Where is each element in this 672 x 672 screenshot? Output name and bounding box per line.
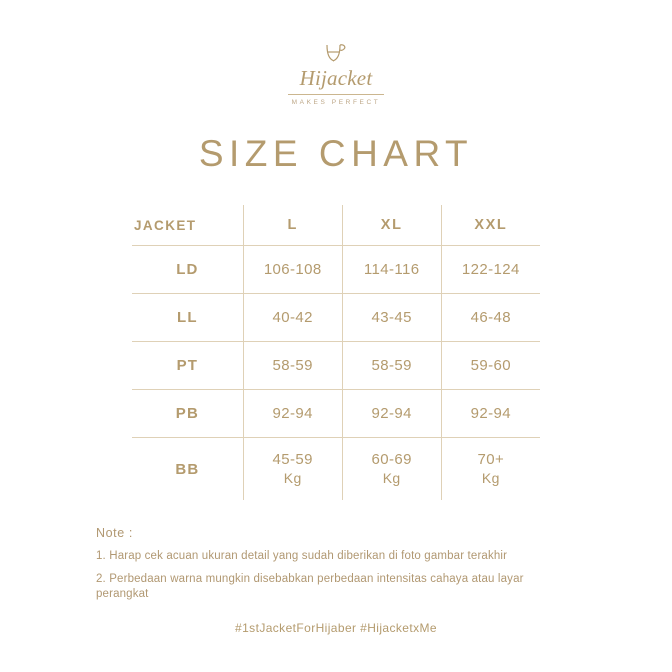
cell-bb-l xyxy=(243,438,342,501)
cell-ld-xxl: 122-124 xyxy=(441,246,540,294)
size-chart-table-wrap xyxy=(132,205,540,500)
cell-ll-l: 40-42 xyxy=(243,294,342,342)
hijacket-monogram-icon xyxy=(323,42,349,64)
cell-bb-l-value: 45-59 xyxy=(272,450,313,468)
hashtags: #1stJacketForHijaber #HijacketxMe xyxy=(235,620,437,635)
cell-bb-xxl xyxy=(441,438,540,501)
note-line-2: 2. Perbedaan warna mungkin disebabkan perbedaan intensitas cahaya atau layar perangkat xyxy=(96,572,524,601)
size-chart-table xyxy=(132,205,540,500)
column-header-xl: XL xyxy=(342,205,441,246)
row-label-pb: PB xyxy=(175,405,200,422)
cell-pb-l: 92-94 xyxy=(243,390,342,438)
brand-divider xyxy=(288,94,384,95)
cell-bb-xxl-value: 70+ xyxy=(477,450,505,468)
brand-tagline: MAKES PERFECT xyxy=(291,99,381,106)
cell-pb-xl: 92-94 xyxy=(342,390,441,438)
cell-bb-l-unit: Kg xyxy=(283,469,302,486)
table-row xyxy=(132,246,540,294)
column-header-l: L xyxy=(243,205,342,246)
notes-heading: Note : xyxy=(96,526,133,540)
cell-pt-xl: 58-59 xyxy=(342,342,441,390)
row-label-ll: LL xyxy=(177,309,198,326)
cell-ll-xl: 43-45 xyxy=(342,294,441,342)
table-row xyxy=(132,390,540,438)
page-title: SIZE CHART xyxy=(198,133,474,174)
cell-bb-xl xyxy=(342,438,441,501)
cell-ld-xl: 114-116 xyxy=(342,246,441,294)
row-label-pt: PT xyxy=(176,357,199,374)
brand-name: Hijacket xyxy=(299,66,373,90)
notes-section xyxy=(96,526,576,603)
cell-bb-xl-value: 60-69 xyxy=(371,450,412,468)
table-header xyxy=(132,205,540,246)
table-row xyxy=(132,438,540,501)
table-header-row xyxy=(132,205,540,246)
table-row xyxy=(132,342,540,390)
row-label-bb: BB xyxy=(175,460,200,478)
cell-pb-xxl: 92-94 xyxy=(441,390,540,438)
column-header-xxl: XXL xyxy=(441,205,540,246)
cell-ld-l: 106-108 xyxy=(243,246,342,294)
note-line-1: 1. Harap cek acuan ukuran detail yang sudah diberikan di foto gambar terakhir xyxy=(96,550,508,562)
column-header-jacket: JACKET xyxy=(134,217,197,233)
cell-bb-xl-unit: Kg xyxy=(382,469,401,486)
cell-ll-xxl: 46-48 xyxy=(441,294,540,342)
row-label-ld: LD xyxy=(176,261,199,278)
cell-bb-xxl-unit: Kg xyxy=(481,469,500,486)
cell-pt-l: 58-59 xyxy=(243,342,342,390)
table-row xyxy=(132,294,540,342)
brand-logo xyxy=(0,0,672,106)
table-body xyxy=(132,246,540,501)
cell-pt-xxl: 59-60 xyxy=(441,342,540,390)
